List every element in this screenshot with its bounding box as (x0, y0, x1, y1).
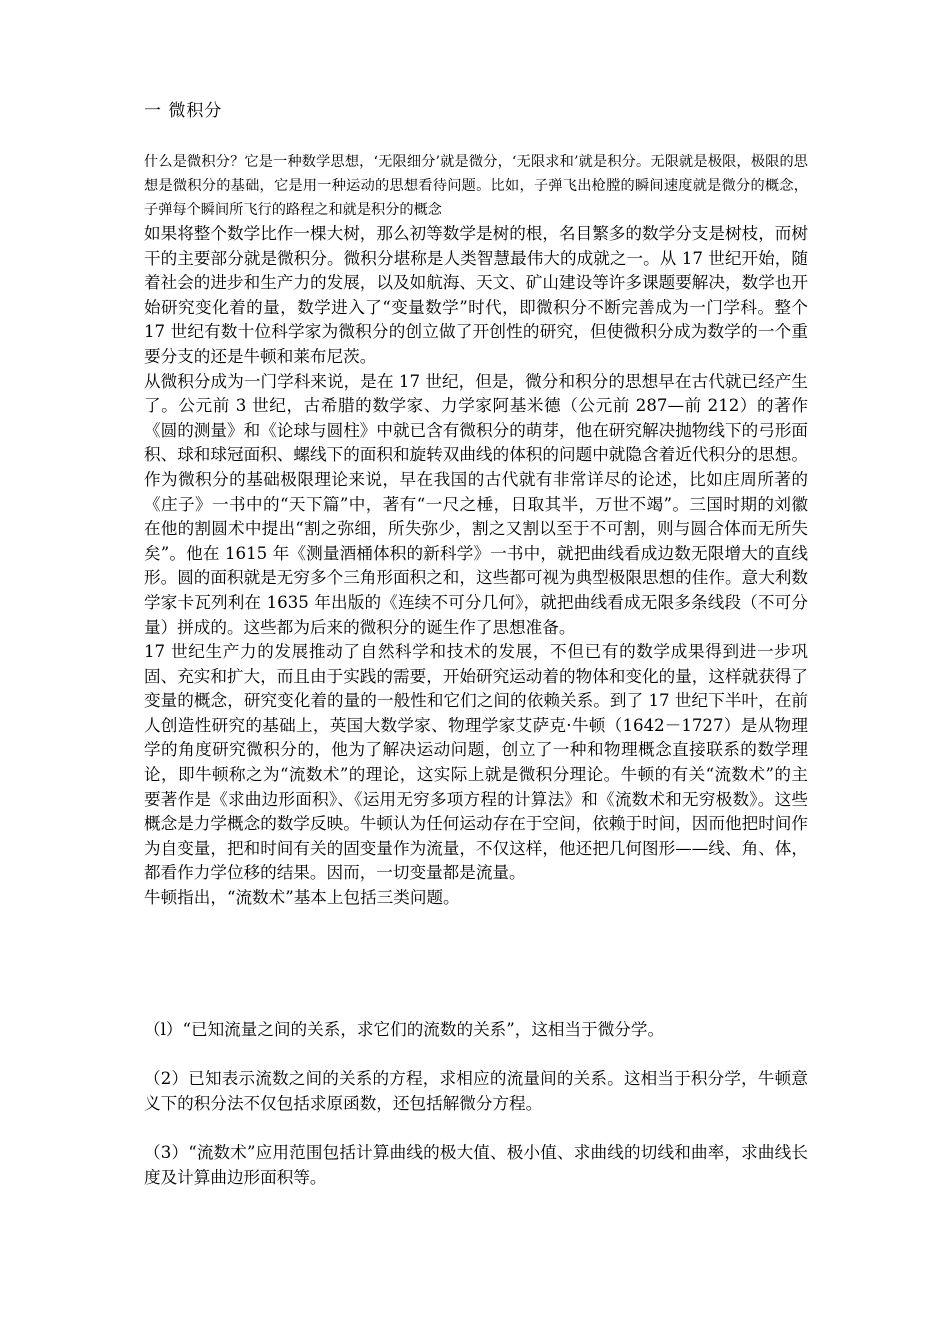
body-text (144, 222, 808, 911)
section-heading: 一 微积分 (144, 101, 223, 121)
problem-list (144, 1018, 808, 1215)
list-item: （3）“流数术”应用范围包括计算曲线的极大值、极小值、求曲线的切线和曲率，求曲线长度及计算曲边形面积等。 (144, 1142, 808, 1187)
list-item: （2）已知表示流数之间的关系的方程，求相应的流量间的关系。这相当于积分学，牛顿意义下的积分法不仅包括求原函数，还包括解微分方程。 (144, 1069, 808, 1113)
paragraph-2: 从微积分成为一门学科来说，是在 17 世纪，但是，微分和积分的思想早在古代就已经产生了。公元前 3 世纪，古希腊的数学家、力学家阿基米德（公元前 287—前 212）的著作《圆的测量》和《论球与圆柱》中就已含有微积分的萌芽，他在研究解决抛物线下的弓形面积、球和球冠面积、螺线下的面积和旋转双曲线的体积的问题中就隐含着近代积分的思想。作为微积分的基础极限理论来说，早在我国的古代就有非常详尽的论述，比如庄周所著的《庄子》一书中的“天下篇”中，著有“一尺之棰，日取其半，万世不竭”。三国时期的刘徽在他的割圆术中提出“割之弥细，所失弥少，割之又割以至于不可割，则与圆合体而无所失矣”。他在 1615 年《测量酒桶体积的新科学》一书中，就把曲线看成边数无限增大的直线形。圆的面积就是无穷多个三角形面积之和，这些都可视为典型极限思想的佳作。意大利数学家卡瓦列利在 1635 年出版的《连续不可分几何》，就把曲线看成无限多条线段（不可分量）拼成的。这些都为后来的微积分的诞生作了思想准备。 (144, 371, 808, 637)
intro-paragraph: 什么是微积分？它是一种数学思想，‘无限细分’就是微分，‘无限求和’就是积分。无限就是极限，极限的思想是微积分的基础，它是用一种运动的思想看待问题。比如，子弹飞出枪膛的瞬间速度就是微分的概念，子弹每个瞬间所飞行的路程之和就是积分的概念 (144, 154, 808, 218)
list-item: （l）“已知流量之间的关系，求它们的流数的关系”，这相当于微分学。 (144, 1020, 665, 1039)
paragraph-4: 牛顿指出，“流数术”基本上包括三类问题。 (144, 888, 460, 908)
paragraph-3: 17 世纪生产力的发展推动了自然科学和技术的发展，不但已有的数学成果得到进一步巩固、充实和扩大，而且由于实践的需要，开始研究运动着的物体和变化的量，这样就获得了变量的概念，研究变化着的量的一般性和它们之间的依赖关系。到了 17 世纪下半叶，在前人创造性研究的基础上，英国大数学家、物理学家艾萨克·牛顿（1642－1727）是从物理学的角度研究微积分的，他为了解决运动问题，创立了一种和物理概念直接联系的数学理论，即牛顿称之为“流数术”的理论，这实际上就是微积分理论。牛顿的有关“流数术”的主要著作是《求曲边形面积》、《运用无穷多项方程的计算法》和《流数术和无穷极数》。这些概念是力学概念的数学反映。牛顿认为任何运动存在于空间，依赖于时间，因而他把时间作为自变量，把和时间有关的固变量作为流量，不仅这样，他还把几何图形——线、角、体，都看作力学位移的结果。因而，一切变量都是流量。 (144, 642, 808, 883)
paragraph-1: 如果将整个数学比作一棵大树，那么初等数学是树的根，名目繁多的数学分支是树枝，而树干的主要部分就是微积分。微积分堪称是人类智慧最伟大的成就之一。从 17 世纪开始，随着社会的进步和生产力的发展，以及如航海、天文、矿山建设等许多课题要解决，数学也开始研究变化着的量，数学进入了“变量数学”时代，即微积分不断完善成为一门学科。整个 17 世纪有数十位科学家为微积分的创立做了开创性的研究，但使微积分成为数学的一个重要分支的还是牛顿和莱布尼茨。 (144, 224, 808, 366)
